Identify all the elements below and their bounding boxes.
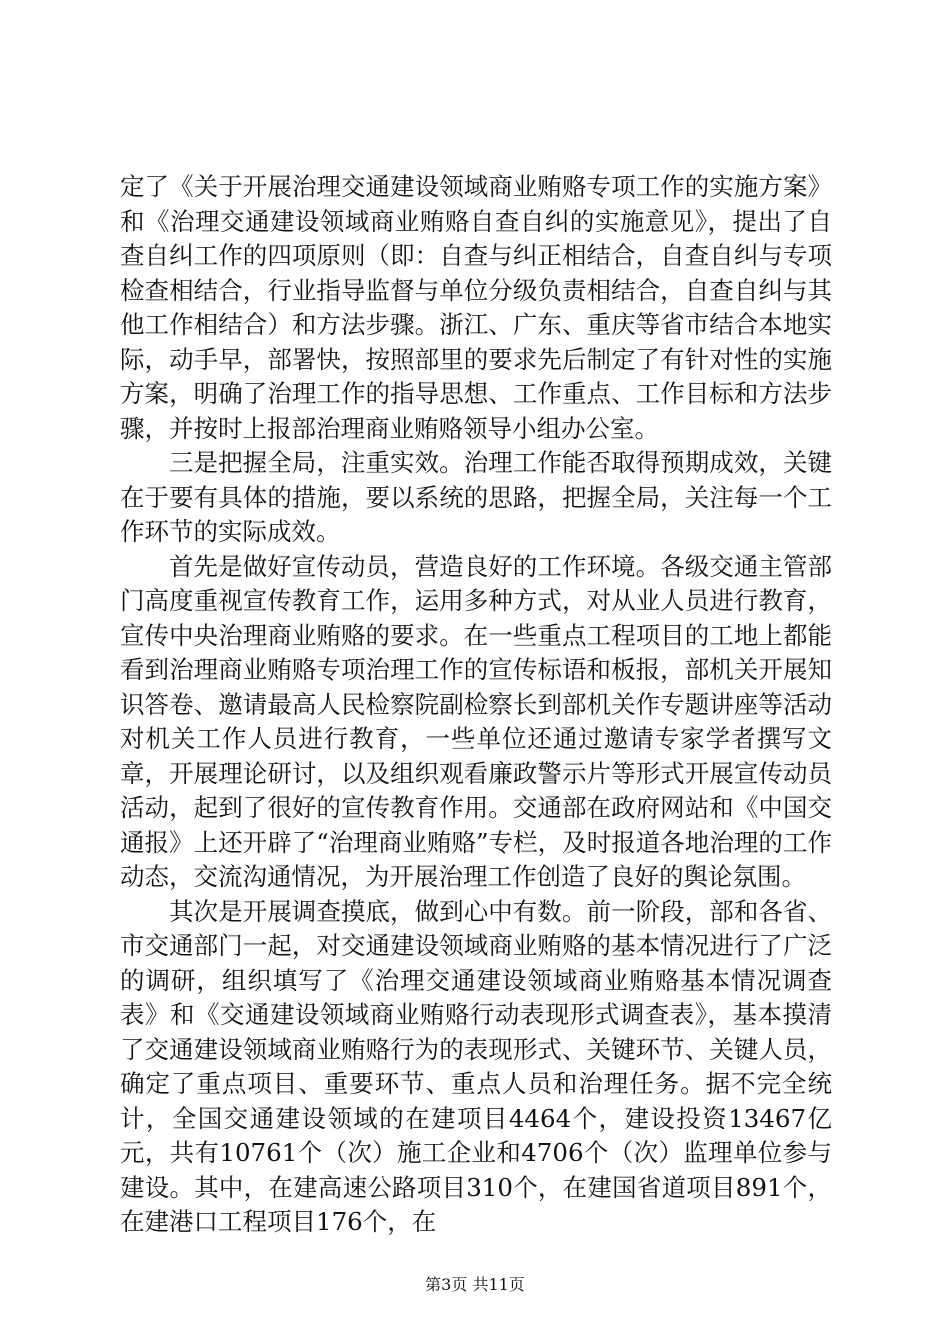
paragraph-1: 定了《关于开展治理交通建设领域商业贿赂专项工作的实施方案》和《治理交通建设领域商业贿赂自查自纠的实施意见》，提出了自查自纠工作的四项原则（即：自查与纠正相结合，自查自纠与专项检查相结合，行业指导监督与单位分级负责相结合，自查自纠与其他工作相结合）和方法步骤。浙江、广东、重庆等省市结合本地实际，动手早，部署快，按照部里的要求先后制定了有针对性的实施方案，明确了治理工作的指导思想、工作重点、工作目标和方法步骤，并按时上报部治理商业贿赂领导小组办公室。	[120, 172, 832, 443]
page-number: 第3页 共11页	[425, 1275, 525, 1294]
paragraph-3: 首先是做好宣传动员，营造良好的工作环境。各级交通主管部门高度重视宣传教育工作，运用多种方式，对从业人员进行教育，宣传中央治理商业贿赂的要求。在一些重点工程项目的工地上都能看到治理商业贿赂专项治理工作的宣传标语和板报，部机关开展知识答卷、邀请最高人民检察院副检察长到部机关作专题讲座等活动对机关工作人员进行教育，一些单位还通过邀请专家学者撰写文章，开展理论研讨，以及组织观看廉政警示片等形式开展宣传动员活动，起到了很好的宣传教育作用。交通部在政府网站和《中国交通报》上还开辟了“治理商业贿赂”专栏，及时报道各地治理的工作动态，交流沟通情况，为开展治理工作创造了良好的舆论氛围。	[120, 551, 832, 891]
paragraph-4: 其次是开展调查摸底，做到心中有数。前一阶段，部和各省、市交通部门一起，对交通建设领域商业贿赂的基本情况进行了广泛的调研，组织填写了《治理交通建设领域商业贿赂基本情况调查表》和《交通建设领域商业贿赂行动表现形式调查表》，基本摸清了交通建设领域商业贿赂行为的表现形式、关键环节、关键人员，确定了重点项目、重要环节、重点人员和治理任务。据不完全统计，全国交通建设领域的在建项目4464个，建设投资13467亿元，共有10761个（次）施工企业和4706个（次）监理单位参与建设。其中，在建高速公路项目310个，在建国省道项目891个，在建港口工程项目176个，在	[120, 896, 832, 1236]
page-footer	[0, 1272, 950, 1295]
document-body	[120, 170, 832, 1240]
paragraph-2: 三是把握全局，注重实效。治理工作能否取得预期成效，关键在于要有具体的措施，要以系统的思路，把握全局，关注每一个工作环节的实际成效。	[120, 448, 832, 546]
